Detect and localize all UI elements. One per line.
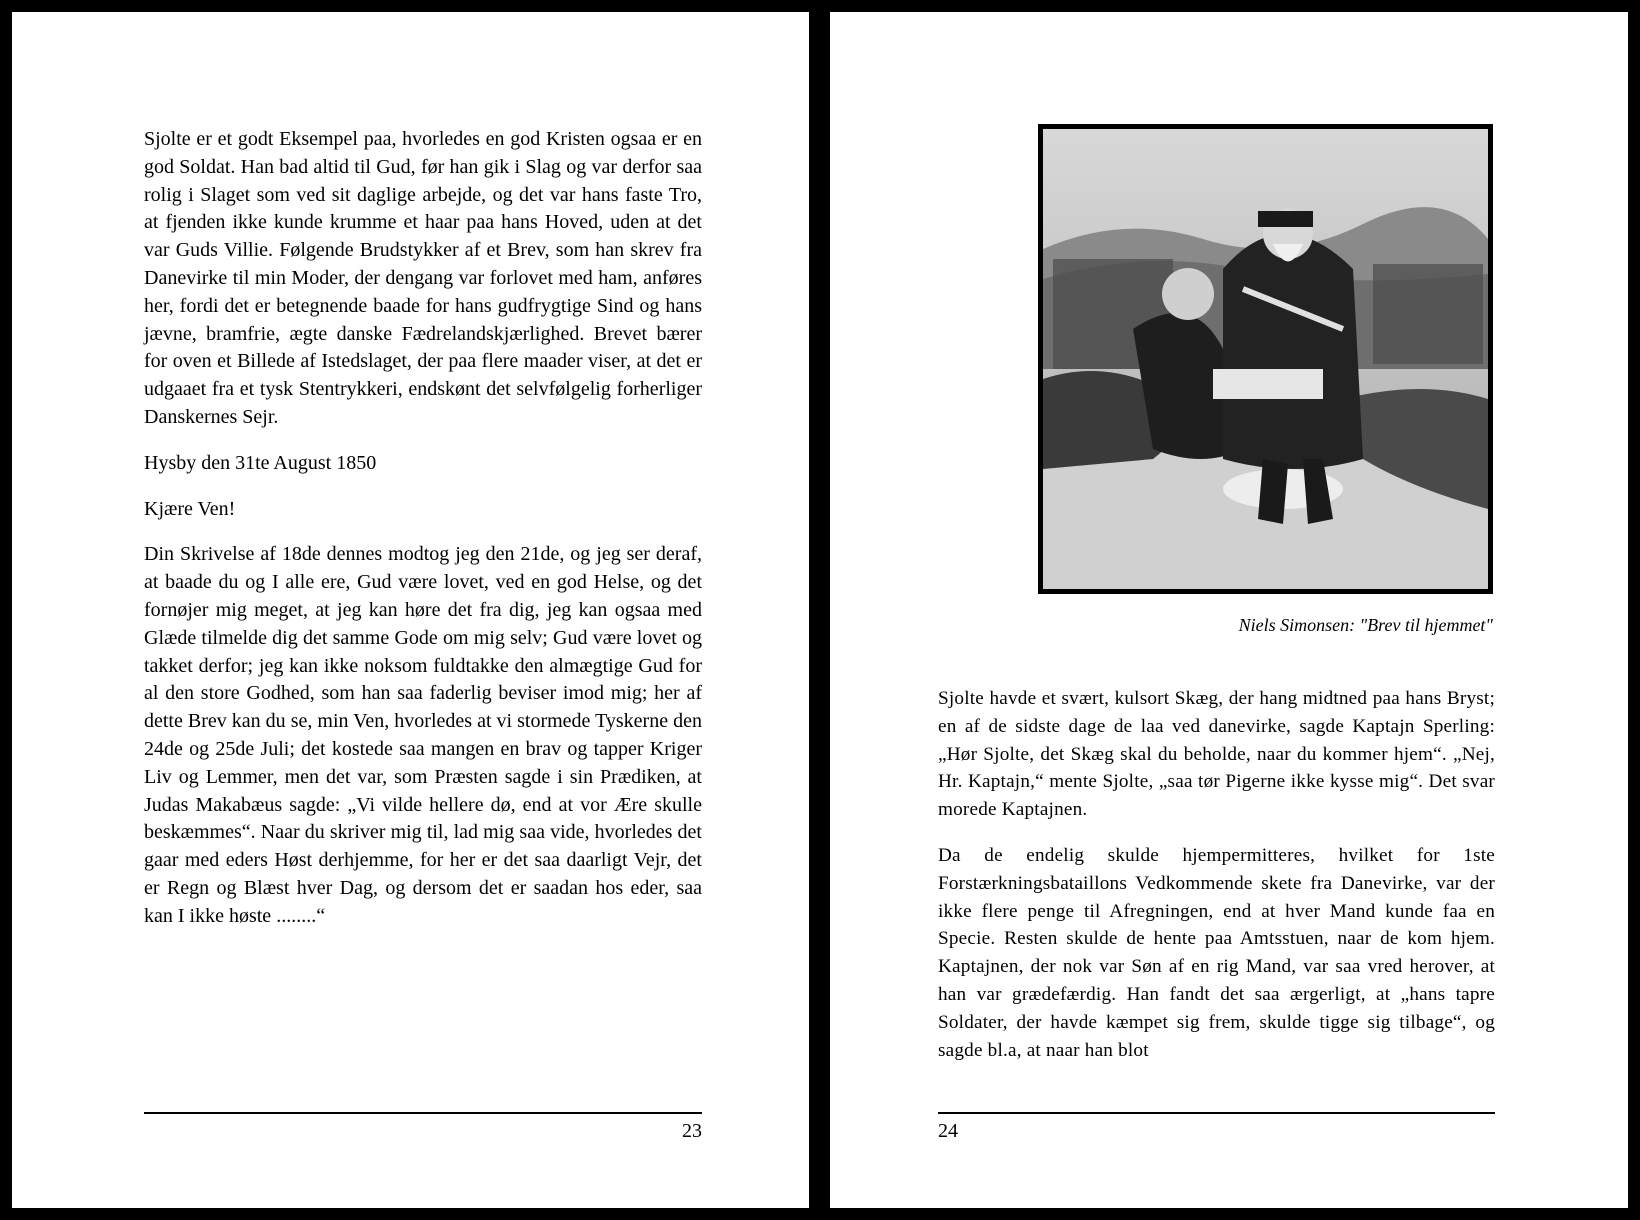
page-number: 23 — [682, 1120, 702, 1142]
letter-dateline: Hysby den 31te August 1850 — [144, 451, 377, 474]
page-number: 24 — [938, 1120, 958, 1142]
illustration-image — [1038, 124, 1493, 594]
footer-rule — [144, 1112, 702, 1114]
right-page — [830, 12, 1628, 1208]
paragraph: Da de endelig skulde hjempermitteres, hvilket for 1ste Forstærkningsbataillons Vedkommende skete fra Danevirke, var der ikke flere penge til Afregningen, end at hver Mand kunde faa en Specie. Resten skulde de hente paa Amtsstuen, naar de kom hjem. Kaptajnen, der nok var Søn af en rig Mand, var saa vred herover, at han var grædefærdig. Han fandt det saa ærgerligt, at „hans tapre Soldater, der havde kæmpet sig frem, skulde tigge sig tilbage“, og sagde bl.a, at naar han blot — [938, 844, 1495, 1061]
left-page — [12, 12, 809, 1208]
right-page-body — [938, 685, 1495, 1082]
paragraph: Din Skrivelse af 18de dennes modtog jeg den 21de, og jeg ser deraf, at baade du og I alle ere, Gud være lovet, ved en god Helse, og det fornøjer mig meget, at jeg kan høre det fra dig, jeg kan ogsaa med Glæde tilmelde dig det samme Gode om mig selv; Gud være lovet og takket derfor; jeg kan ikke noksom fuldtakke den almægtige Gud for al den store Godhed, som han saa faderlig beviser imod mig; her af dette Brev kan du se, min Ven, hvorledes at vi stormede Tyskerne den 24de og 25de Juli; det kostede saa mangen en brav og tapper Kriger Liv og Lemmer, men det var, som Præsten sagde i sin Prædiken, at Judas Makabæus sagde: „Vi vilde hellere dø, end at vor Ære skulle beskæmmes“. Naar du skriver mig til, lad mig saa vide, hvorledes det gaar med eders Høst derhjemme, for her er det saa daarligt Vejr, det er Regn og Blæst hver Dag, og dersom det er saadan hos eder, saa kan I ikke høste ........“ — [144, 543, 702, 927]
illustration-caption: Niels Simonsen: "Brev til hjemmet" — [1238, 615, 1493, 635]
left-page-body — [144, 126, 702, 949]
soldiers-illustration — [1043, 129, 1488, 589]
paragraph: Sjolte er et godt Eksempel paa, hvorledes en god Kristen ogsaa er en god Soldat. Han bad altid til Gud, før han gik i Slag og var derfor saa rolig i Slaget som ved sit daglige arbejde, og det var hans faste Tro, at fjenden ikke kunde krumme et haar paa hans Hoved, uden at det var Guds Villie. Følgende Brudstykker af et Brev, som han skrev fra Danevirke til min Moder, der dengang var forlovet med ham, anføres her, fordi det er betegnende baade for hans gudfrygtige Sind og hans jævne, bramfrie, ægte danske Fædrelandskjærlighed. Brevet bærer for oven et Billede af Istedslaget, der paa flere maader viser, at det er udgaaet fra et tysk Stentrykkeri, endskønt det selvfølgelig forherliger Danskernes Sejr. — [144, 128, 702, 428]
paragraph: Sjolte havde et svært, kulsort Skæg, der hang midtned paa hans Bryst; en af de sidste dage de laa ved danevirke, sagde Kaptajn Sperling: „Hør Sjolte, det Skæg skal du beholde, naar du kommer hjem“. „Nej, Hr. Kaptajn,“ mente Sjolte, „saa tør Pigerne ikke kysse mig“. Det svar morede Kaptajnen. — [938, 688, 1495, 821]
footer-rule — [938, 1112, 1495, 1114]
letter-salutation: Kjære Ven! — [144, 497, 236, 520]
